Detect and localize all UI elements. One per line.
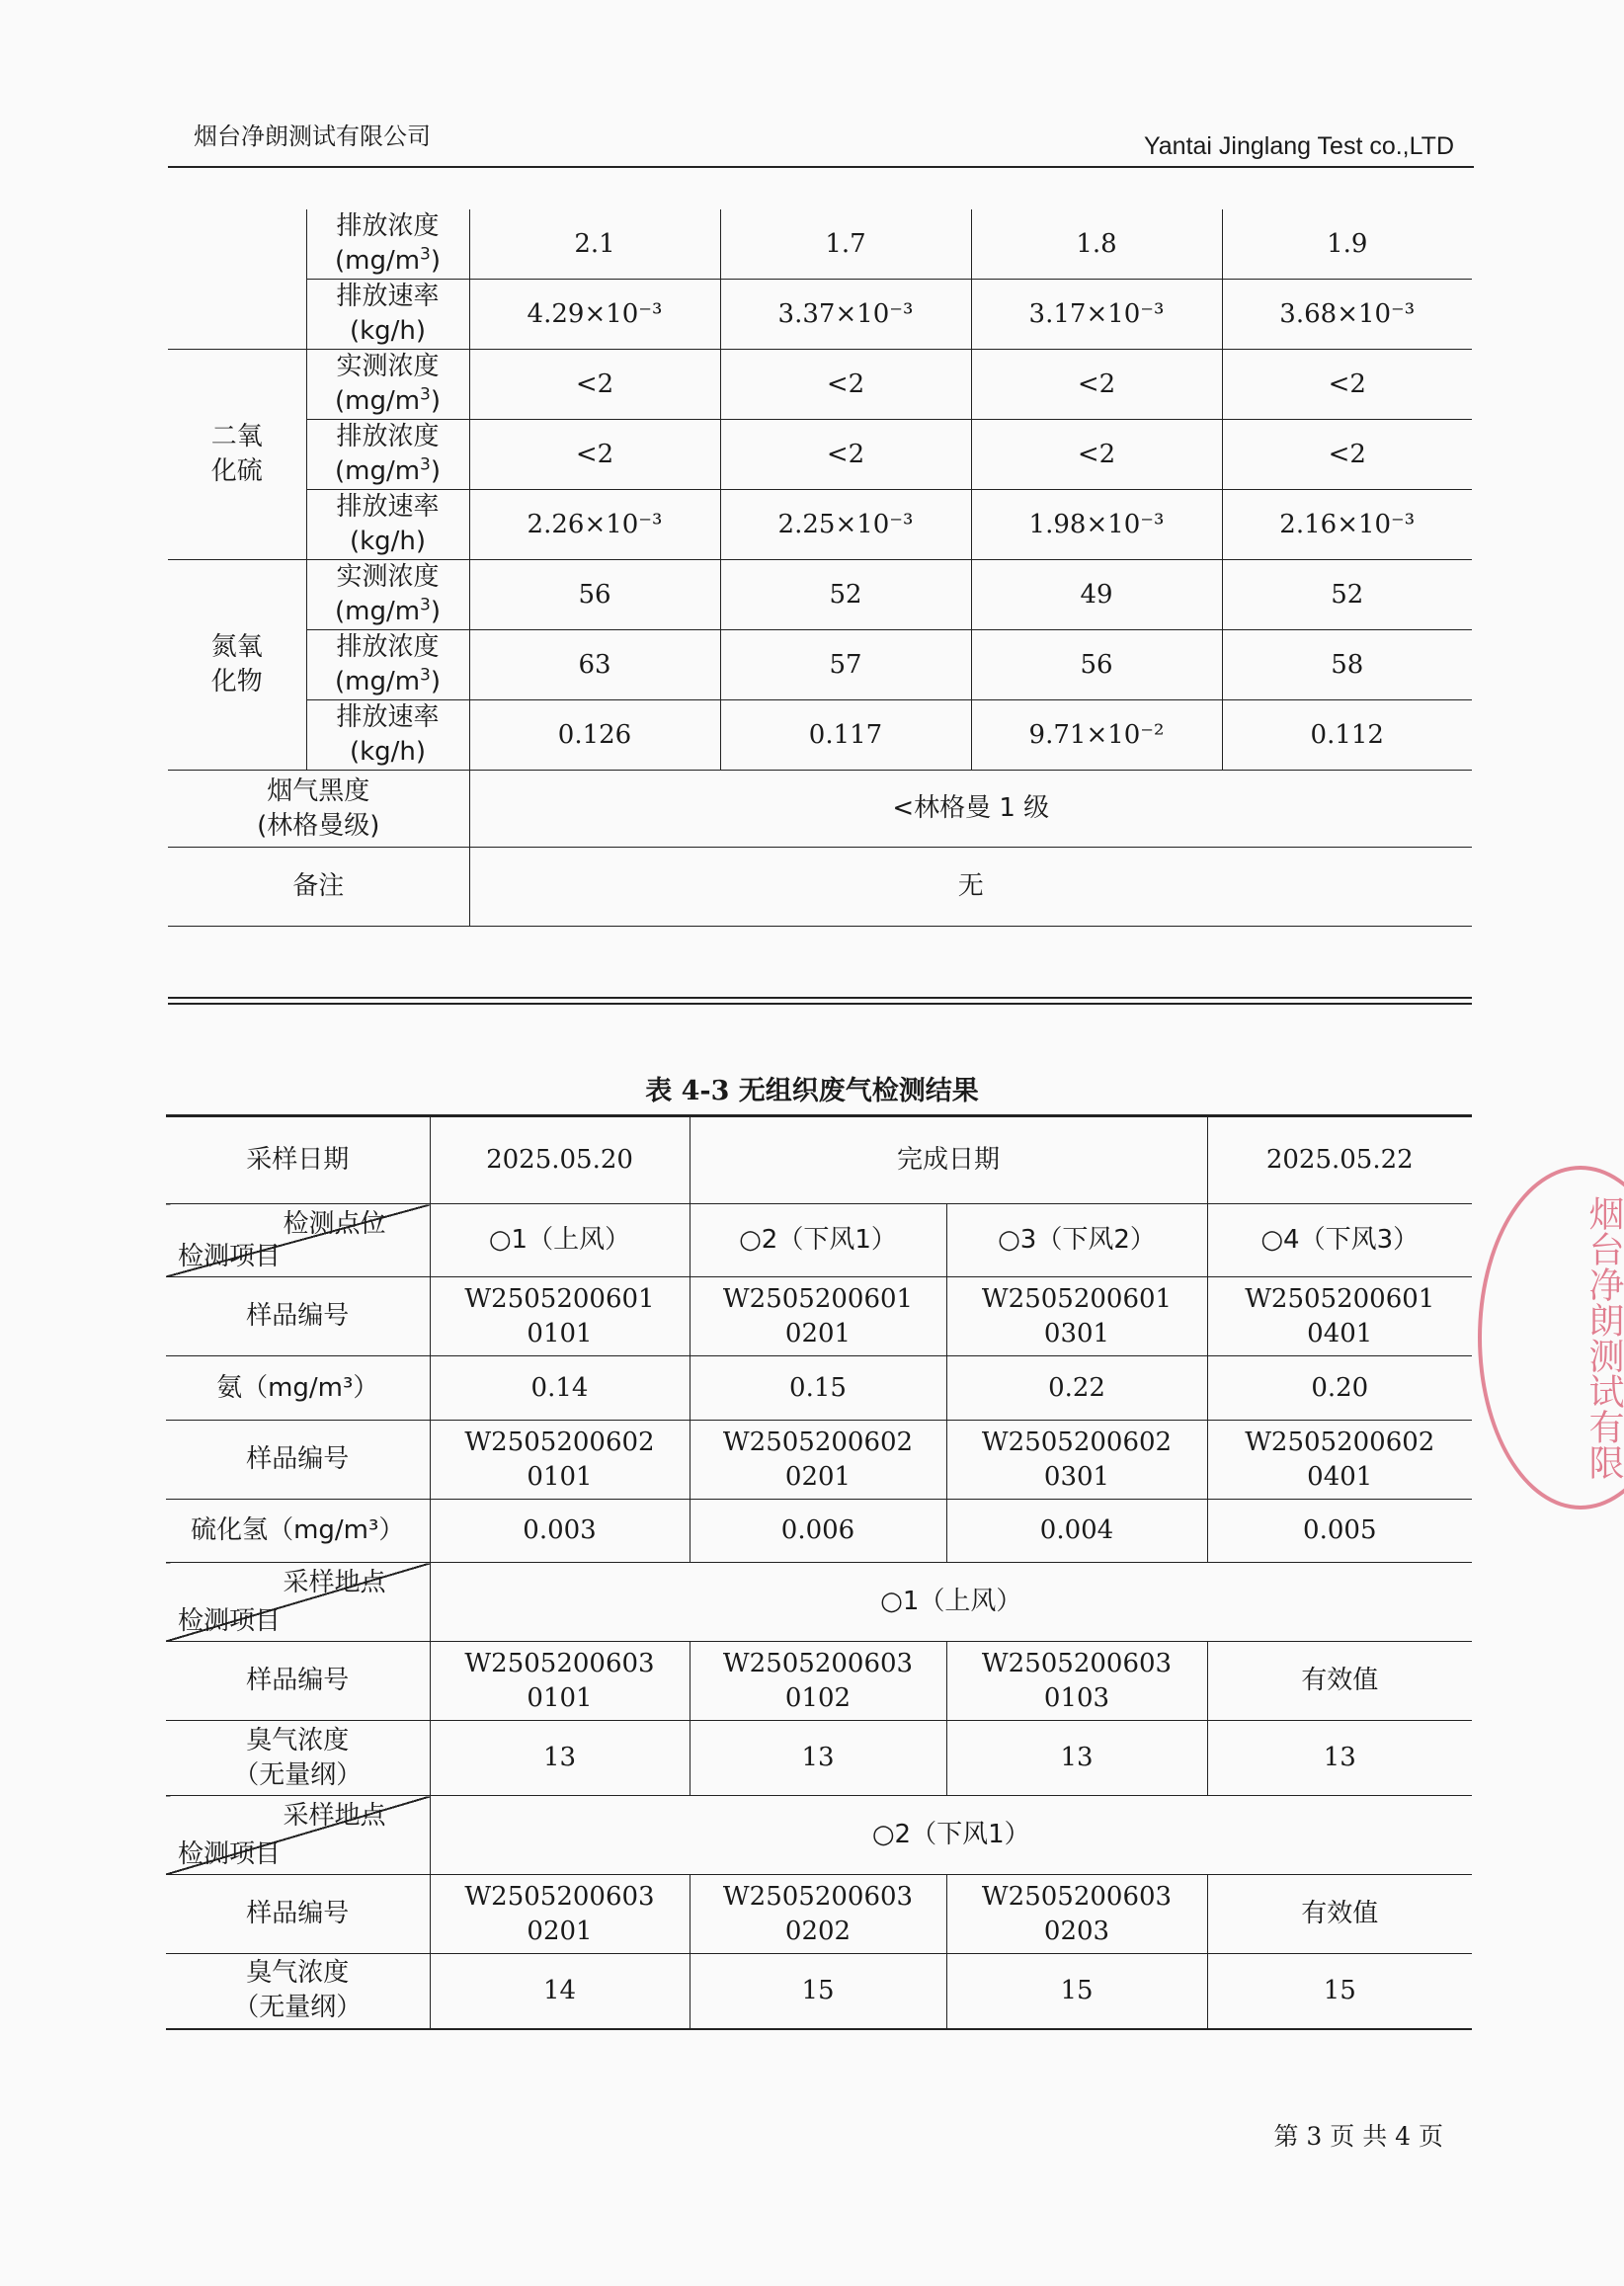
- smoke-row: [168, 771, 1472, 848]
- sample-no-label: 样品编号: [166, 1642, 430, 1721]
- odor-value-row: [166, 1721, 1472, 1796]
- value-cell: 9.71×10⁻²: [971, 700, 1222, 771]
- odor-place-row: [166, 1563, 1472, 1642]
- odor-value: 15: [946, 1954, 1207, 2029]
- sample-no: W2505200602 0401: [1207, 1421, 1472, 1500]
- points-header-row: [166, 1204, 1472, 1277]
- sample-no: W2505200601 0301: [946, 1277, 1207, 1356]
- item-name: 实测浓度: [336, 562, 440, 592]
- diag-place-label: 采样地点: [283, 1568, 386, 1597]
- emission-row: [168, 420, 1472, 490]
- ammonia-label: 氨（mg/m³）: [166, 1356, 430, 1421]
- item-name: 排放浓度: [336, 632, 440, 662]
- sample-no: W2505200603 0102: [690, 1642, 946, 1721]
- item-unit-sup: 3: [420, 454, 431, 475]
- sample-no-label: 样品编号: [166, 1277, 430, 1356]
- diagonal-header-cell: [166, 1204, 430, 1277]
- value-cell: 1.7: [720, 209, 971, 280]
- point-header: ○3（下风2）: [946, 1204, 1207, 1277]
- point-header: ○4（下风3）: [1207, 1204, 1472, 1277]
- item-unit: (mg/m: [334, 597, 421, 626]
- item-label: [306, 630, 469, 700]
- value-cell: <2: [971, 420, 1222, 490]
- value-cell: 2.16×10⁻³: [1222, 490, 1472, 560]
- emission-results-table: [168, 209, 1472, 927]
- odor-place-row: [166, 1796, 1472, 1875]
- sample-no: W2505200602 0201: [690, 1421, 946, 1500]
- date-row: [166, 1116, 1472, 1204]
- sampling-date-label: 采样日期: [166, 1116, 430, 1204]
- sampling-date-value: 2025.05.20: [430, 1116, 690, 1204]
- item-unit-close: ): [430, 667, 442, 696]
- finish-date-label: 完成日期: [690, 1116, 1207, 1204]
- value-cell: 1.8: [971, 209, 1222, 280]
- company-name-en: Yantai Jinglang Test co.,LTD: [1143, 132, 1454, 160]
- value-cell: 4.29×10⁻³: [469, 280, 720, 350]
- emission-row: [168, 490, 1472, 560]
- effective-label: 有效值: [1207, 1642, 1472, 1721]
- item-unit: (mg/m: [334, 386, 421, 416]
- odor-value-row: [166, 1954, 1472, 2029]
- value-cell: <2: [720, 420, 971, 490]
- item-name: 排放速率: [336, 702, 440, 732]
- sample-no: W2505200603 0101: [430, 1642, 690, 1721]
- ammonia-value: 0.15: [690, 1356, 946, 1421]
- sample-no: W2505200601 0201: [690, 1277, 946, 1356]
- item-label: [306, 280, 469, 350]
- group-nox: 氮氧 化物: [168, 560, 306, 771]
- value-cell: 1.98×10⁻³: [971, 490, 1222, 560]
- value-cell: 0.117: [720, 700, 971, 771]
- value-cell: 3.68×10⁻³: [1222, 280, 1472, 350]
- odor-value: 15: [690, 1954, 946, 2029]
- item-label: [306, 209, 469, 280]
- item-unit-sup: 3: [420, 665, 431, 686]
- smoke-value: <林格曼 1 级: [469, 771, 1472, 848]
- item-unit: (mg/m: [334, 246, 421, 276]
- sample-no: W2505200603 0201: [430, 1875, 690, 1954]
- value-cell: <2: [971, 350, 1222, 420]
- value-cell: 1.9: [1222, 209, 1472, 280]
- h2s-label: 硫化氢（mg/m³）: [166, 1500, 430, 1563]
- company-seal-text: 烟台净朗测试有限: [1583, 1195, 1624, 1480]
- odor-label: 臭气浓度 （无量纲）: [166, 1954, 430, 2029]
- ammonia-sample-row: [166, 1277, 1472, 1356]
- value-cell: 2.25×10⁻³: [720, 490, 971, 560]
- sample-no: W2505200601 0401: [1207, 1277, 1472, 1356]
- item-label: [306, 490, 469, 560]
- odor-place: ○2（下风1）: [430, 1796, 1472, 1875]
- emission-row: [168, 700, 1472, 771]
- item-name: 排放速率: [336, 492, 440, 522]
- item-label: [306, 420, 469, 490]
- sample-no-label: 样品编号: [166, 1875, 430, 1954]
- item-unit: (kg/h): [349, 316, 427, 346]
- remark-row: [168, 848, 1472, 927]
- h2s-row: [166, 1500, 1472, 1563]
- value-cell: 0.126: [469, 700, 720, 771]
- fugitive-emission-table: [166, 1114, 1472, 2030]
- item-unit-close: ): [430, 597, 442, 626]
- value-cell: <2: [720, 350, 971, 420]
- value-cell: 2.26×10⁻³: [469, 490, 720, 560]
- value-cell: 2.1: [469, 209, 720, 280]
- value-cell: 57: [720, 630, 971, 700]
- odor-value: 15: [1207, 1954, 1472, 2029]
- item-name: 排放浓度: [336, 211, 440, 241]
- item-unit: (kg/h): [349, 527, 427, 556]
- value-cell: <2: [1222, 350, 1472, 420]
- ammonia-value: 0.14: [430, 1356, 690, 1421]
- item-label: [306, 560, 469, 630]
- h2s-value: 0.006: [690, 1500, 946, 1563]
- emission-row: [168, 630, 1472, 700]
- ammonia-value: 0.22: [946, 1356, 1207, 1421]
- odor-value: 14: [430, 1954, 690, 2029]
- header-rule: [168, 166, 1474, 168]
- odor-sample-row: [166, 1642, 1472, 1721]
- emission-row: [168, 350, 1472, 420]
- value-cell: 49: [971, 560, 1222, 630]
- page-number: 第 3 页 共 4 页: [1273, 2122, 1443, 2151]
- sample-no-label: 样品编号: [166, 1421, 430, 1500]
- sample-no: W2505200602 0101: [430, 1421, 690, 1500]
- item-name: 排放速率: [336, 282, 440, 311]
- item-unit-close: ): [430, 386, 442, 416]
- item-label: [306, 350, 469, 420]
- value-cell: 52: [720, 560, 971, 630]
- group-so2: 二氧 化硫: [168, 350, 306, 560]
- value-cell: <2: [469, 350, 720, 420]
- value-cell: 52: [1222, 560, 1472, 630]
- value-cell: 56: [971, 630, 1222, 700]
- diag-place-label: 采样地点: [283, 1801, 386, 1831]
- effective-label: 有效值: [1207, 1875, 1472, 1954]
- odor-value: 13: [946, 1721, 1207, 1796]
- sample-no: W2505200603 0103: [946, 1642, 1207, 1721]
- emission-table-body: [168, 209, 1472, 927]
- item-unit-close: ): [430, 456, 442, 486]
- value-cell: 58: [1222, 630, 1472, 700]
- diag-item-label: 检测项目: [178, 1242, 282, 1271]
- value-cell: <2: [1222, 420, 1472, 490]
- item-unit-close: ): [430, 246, 442, 276]
- odor-place: ○1（上风）: [430, 1563, 1472, 1642]
- company-name-cn: 烟台净朗测试有限公司: [194, 122, 431, 150]
- odor-label: 臭气浓度 （无量纲）: [166, 1721, 430, 1796]
- point-header: ○2（下风1）: [690, 1204, 946, 1277]
- emission-row: [168, 280, 1472, 350]
- value-cell: 3.37×10⁻³: [720, 280, 971, 350]
- table-title: 表 4-3 无组织废气检测结果: [645, 1076, 979, 1106]
- odor-value: 13: [430, 1721, 690, 1796]
- value-cell: 56: [469, 560, 720, 630]
- h2s-value: 0.004: [946, 1500, 1207, 1563]
- ammonia-value: 0.20: [1207, 1356, 1472, 1421]
- odor-blocks: [166, 1563, 1472, 2029]
- smoke-label: 烟气黑度 (林格曼级): [168, 771, 469, 848]
- diagonal-header-cell: [166, 1563, 430, 1642]
- h2s-value: 0.003: [430, 1500, 690, 1563]
- emission-row: [168, 560, 1472, 630]
- remark-value: 无: [469, 848, 1472, 927]
- value-cell: 0.112: [1222, 700, 1472, 771]
- remark-label: 备注: [168, 848, 469, 927]
- group-cell: [168, 209, 306, 350]
- value-cell: 3.17×10⁻³: [971, 280, 1222, 350]
- finish-date-value: 2025.05.22: [1207, 1116, 1472, 1204]
- h2s-value: 0.005: [1207, 1500, 1472, 1563]
- odor-sample-row: [166, 1875, 1472, 1954]
- value-cell: 63: [469, 630, 720, 700]
- diag-point-label: 检测点位: [283, 1209, 386, 1239]
- item-unit-sup: 3: [420, 384, 431, 405]
- sample-no: W2505200603 0203: [946, 1875, 1207, 1954]
- item-name: 实测浓度: [336, 352, 440, 381]
- table-bottom-double-rule: [168, 997, 1472, 1005]
- sample-no: W2505200601 0101: [430, 1277, 690, 1356]
- odor-value: 13: [690, 1721, 946, 1796]
- item-unit-sup: 3: [420, 244, 431, 265]
- item-name: 排放浓度: [336, 422, 440, 451]
- diag-item-label: 检测项目: [178, 1839, 282, 1869]
- sample-no: W2505200602 0301: [946, 1421, 1207, 1500]
- item-unit: (mg/m: [334, 456, 421, 486]
- item-unit: (mg/m: [334, 667, 421, 696]
- sample-no: W2505200603 0202: [690, 1875, 946, 1954]
- item-unit-sup: 3: [420, 595, 431, 615]
- emission-row: [168, 209, 1472, 280]
- diagonal-header-cell: [166, 1796, 430, 1875]
- item-label: [306, 700, 469, 771]
- diag-item-label: 检测项目: [178, 1606, 282, 1636]
- value-cell: <2: [469, 420, 720, 490]
- odor-value: 13: [1207, 1721, 1472, 1796]
- point-header: ○1（上风）: [430, 1204, 690, 1277]
- ammonia-row: [166, 1356, 1472, 1421]
- item-unit: (kg/h): [349, 737, 427, 767]
- h2s-sample-row: [166, 1421, 1472, 1500]
